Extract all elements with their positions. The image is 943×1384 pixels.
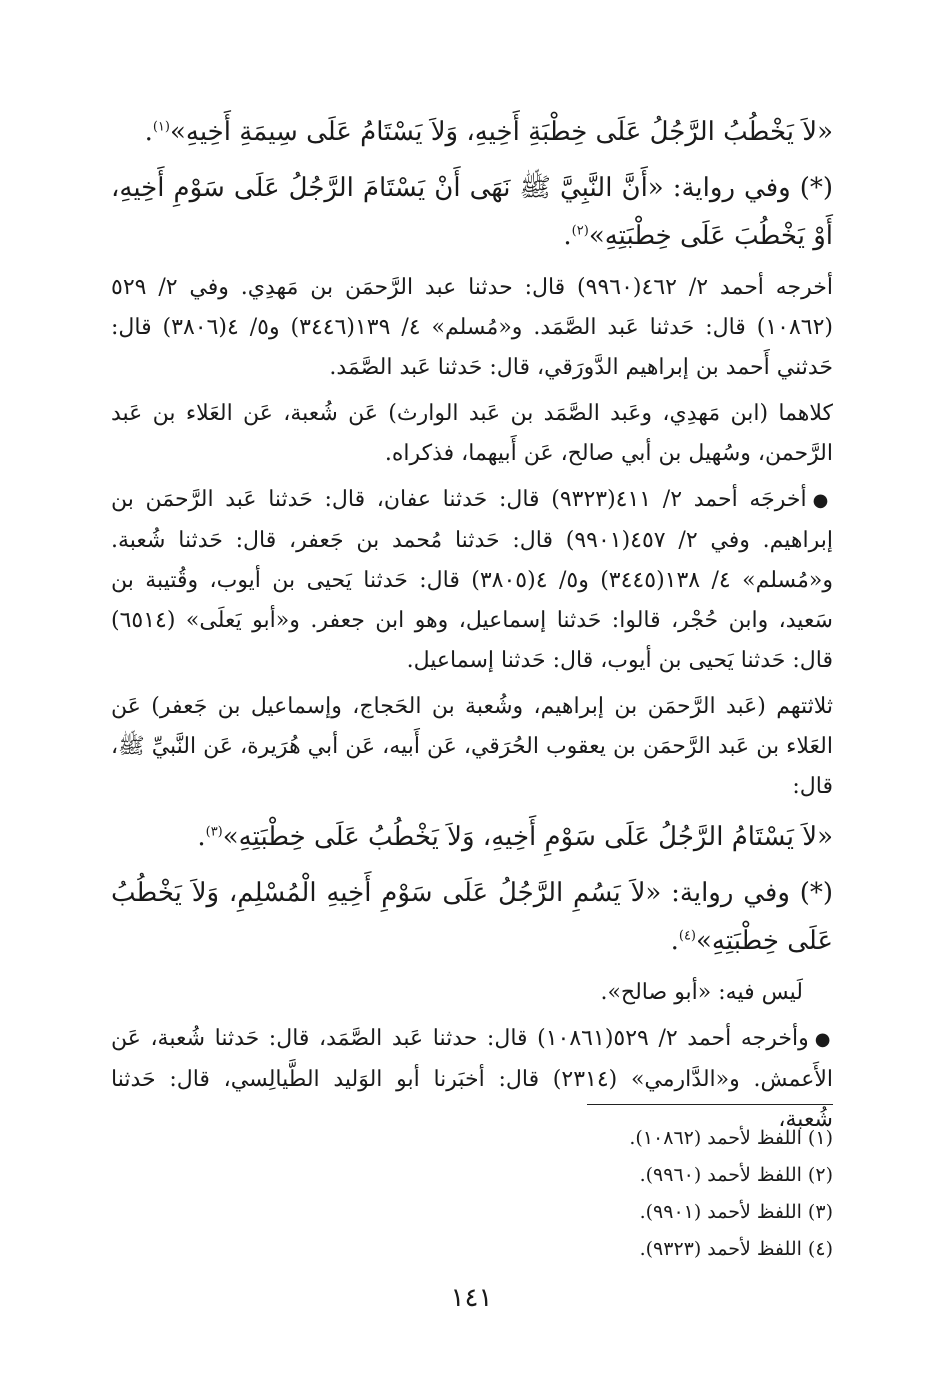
hadith-text-2: [111, 813, 833, 861]
bullet-icon: ●: [812, 490, 833, 511]
page-number: ١٤١: [450, 1283, 493, 1313]
hadith-text-1: [111, 108, 833, 156]
paragraph-text: وأخرجه أحمد ٢/ ٥٢٩(١٠٨٦١) قال: حدثنا عَبد الصَّمَد، قال: حَدثنا شُعبة، عَن الأَعمش. و«الدَّارمي» (٢٣١٤) قال: أخبَرنا أبو الوَليد الطَّيالِسي، قال: حَدثنا شُعبة،: [111, 1026, 833, 1132]
footnote-marker[interactable]: (١): [152, 119, 170, 135]
punctuation: .: [670, 926, 679, 956]
paragraph-text: ثلاثتهم (عَبد الرَّحمَن بن إبراهيم، وشُعبة بن الحَجاج، وإسماعيل بن جَعفر) عَن العَلاء بن عَبد الرَّحمَن بن يعقوب الحُرَقي، عَن أَبيه، عَن أبي هُرَيرة، عَن النَّبيِّ ﷺ، قال:: [111, 694, 833, 799]
note-paragraph: [111, 973, 833, 1013]
main-text: [111, 108, 833, 1146]
paragraph-text: «لاَ يَخْطُبُ الرَّجُلُ عَلَى خِطْبَةِ أَخِيهِ، وَلاَ يَسْتَامُ عَلَى سِيمَةِ أَخِيهِ»: [169, 117, 833, 147]
footnotes: [111, 1120, 833, 1268]
punctuation: .: [563, 221, 572, 251]
paragraph-text: أخرجَه أحمد ٢/ ٤١١(٩٣٢٣) قال: حَدثنا عفان، قال: حَدثنا عَبد الرَّحمَن بن إبراهيم. وفي ٢/ ٤٥٧(٩٩٠١) قال: حَدثنا مُحمد بن جَعفر، قال: حَدثنا شُعبة. و«مُسلم» ٤/ ١٣٨(٣٤٤٥) و٥/ ٤(٣٨٠٥) قال: حَدثنا يَحيى بن أيوب، وقُتيبة بن سَعيد، وابن حُجْر، قالوا: حَدثنا إسماعيل، وهو ابن جعفر. و«أبو يَعلَى» (٦٥١٤) قال: حَدثنا يَحيى بن أيوب، قال: حَدثنا إسماعيل.: [111, 487, 834, 673]
footnote-marker[interactable]: (٤): [678, 928, 696, 944]
punctuation: .: [197, 822, 206, 852]
paragraph-text: لَيس فيه: «أبو صالح».: [600, 980, 803, 1005]
footnote-marker[interactable]: (٢): [571, 223, 589, 239]
chain-paragraph-2: [111, 687, 833, 807]
paragraph-text: (*) وفي رواية: «أَنَّ النَّبِيَّ ﷺ نَهَى أَنْ يَسْتَامَ الرَّجُلُ عَلَى سَوْمِ أَخِيهِ، أَوْ يَخْطُبَ عَلَى خِطْبَتِهِ»: [111, 173, 833, 251]
footnote-4: (٤) اللفظ لأحمد (٩٣٢٣).: [639, 1238, 833, 1260]
footnote-1: (١) اللفظ لأحمد (١٠٨٦٢).: [629, 1127, 833, 1149]
footnote-marker[interactable]: (٣): [205, 824, 223, 840]
paragraph-text: أخرجه أحمد ٢/ ٤٦٢(٩٩٦٠) قال: حدثنا عبد الرَّحمَن بن مَهدِي. وفي ٢/ ٥٢٩ (١٠٨٦٢) قال: حَدثنا عَبد الصَّمَد. و«مُسلم» ٤/ ١٣٩(٣٤٤٦) و٥/ ٤(٣٨٠٦) قال: حَدثني أَحمد بن إبراهيم الدَّورَقي، قال: حَدثنا عَبد الصَّمَد.: [111, 275, 834, 380]
takhrij-paragraph-2: [111, 480, 833, 681]
chain-paragraph-1: [111, 394, 833, 474]
bullet-icon: ●: [814, 1029, 833, 1050]
paragraph-text: «لاَ يَسْتَامُ الرَّجُلُ عَلَى سَوْمِ أَخِيهِ، وَلاَ يَخْطُبُ عَلَى خِطْبَتِهِ»: [222, 822, 833, 852]
takhrij-paragraph-1: [111, 268, 833, 388]
variant-narration-2: [111, 869, 833, 965]
footnote-3: (٣) اللفظ لأحمد (٩٩٠١).: [639, 1201, 833, 1223]
footnote-separator: [587, 1104, 833, 1105]
paragraph-text: كلاهما (ابن مَهدِي، وعَبد الصَّمَد بن عَبد الوارث) عَن شُعبة، عَن العَلاء بن عَبد الرَّحمن، وسُهيل بن أبي صالح، عَن أَبيهما، فذكراه.: [111, 401, 833, 466]
paragraph-text: (*) وفي رواية: «لاَ يَسُمِ الرَّجُلُ عَلَى سَوْمِ أَخِيهِ الْمُسْلِمِ، وَلاَ يَخْطُبُ عَلَى خِطْبَتِهِ»: [111, 878, 833, 956]
variant-narration-1: [111, 164, 833, 260]
punctuation: .: [144, 117, 153, 147]
footnote-2: (٢) اللفظ لأحمد (٩٩٦٠).: [639, 1164, 833, 1186]
